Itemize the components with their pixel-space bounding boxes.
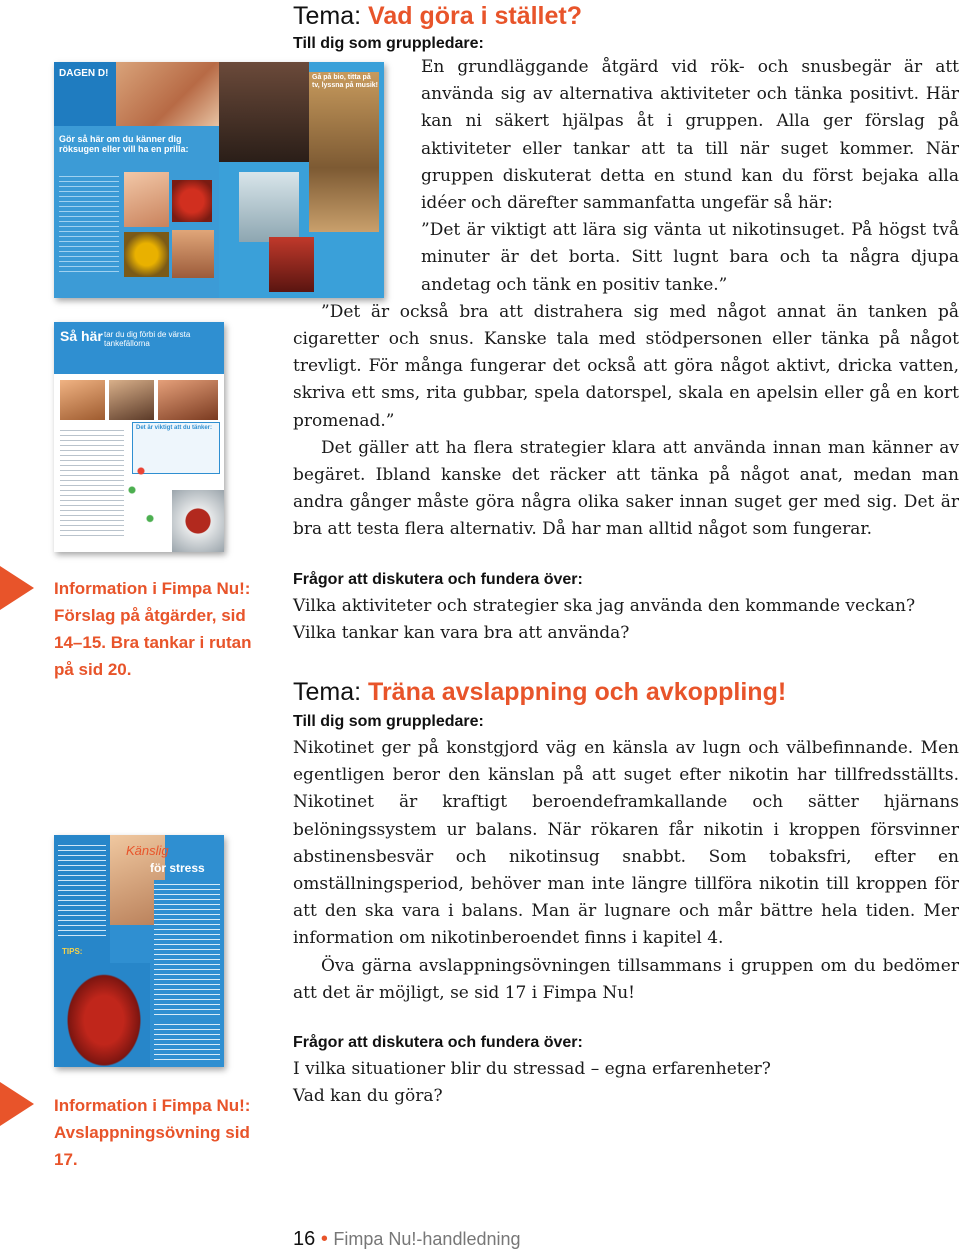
page2-photo-heart (172, 490, 224, 552)
section-avslappning (293, 677, 959, 1110)
spread-photo-smiling (172, 230, 214, 278)
section2-subheading: Till dig som gruppledare: (293, 713, 484, 730)
spread-photo-glass (239, 172, 299, 242)
spread-photo-girl (124, 172, 169, 227)
section1-heading (293, 1, 959, 31)
section2-tema-label: Tema: (293, 678, 362, 706)
section-vad-gora (293, 0, 959, 647)
footer-bullet: • (320, 1228, 328, 1250)
spread-left-title: Gör så här om du känner dig röksugen eller vill ha en prilla: (59, 134, 189, 154)
page3-title-script: Känslig (126, 843, 169, 858)
spread-right-heading: Gå på bio, titta på tv, lyssna på musik! (312, 74, 379, 89)
page3-bottom-text (154, 1020, 220, 1062)
section2-questions-heading: Frågor att diskutera och fundera över: (293, 1034, 583, 1052)
page2-heart-drops (114, 452, 174, 547)
arrow-right-icon (0, 1082, 34, 1126)
brochure-page-thumbnail-tankefallor (54, 322, 224, 552)
section2-heading (293, 677, 959, 707)
section1-paragraph-1: En grundläggande åtgärd vid rök- och snusbegär är att använda sig av alternativa aktiviteter och tänka positivt. Här kan ni säkert hjälpas åt i gruppen. Alla ger förslag på aktiviteter eller tankar att ta till när suget kommer. När gruppen diskuterat detta en stund kan du först bejaka alla idéer och därefter sammanfatta ungefär så här: (421, 57, 959, 214)
spread-photo-apple (172, 180, 212, 222)
section1-subheading: Till dig som gruppledare: (293, 35, 484, 52)
page2-box-title: Det är viktigt att du tänker: (136, 425, 213, 431)
page2-title-bold: Så här (60, 328, 103, 344)
page2-photo-boy (158, 380, 218, 420)
section1-paragraph-4: Det gäller att ha flera strategier klara att använda innan man känner av begäret. Ibland kanske det räcker att tänka på något anat, medan man andra gånger måste göra några olika saker innan suget ger med sig. Det är bra att testa flera alternativ. Då har man alltid något som fungerar. (293, 437, 959, 540)
page3-tips-label: TIPS: (62, 947, 83, 956)
section2-paragraph-1: Nikotinet ger på konstgjord väg en känsla av lugn och välbefinnande. Men egentligen beror den känslan på att suget efter nikotin har tillfredsställts. Nikotinet är kraftigt beroendeframkallande och sätter hjärnans belöningssystem ur balans. När rökaren får nikotin i kroppen försvinner abstinensbesvär och nikotinsug snabbt. Som tobaksfri, efter en omställningsperiod, behöver man inte längre tillföra nikotin till kroppen för att den ska vara i balans. Man är lugnare och mår bättre hela tiden. Mer information om nikotinberoendet finns i kapitel 4. (293, 738, 959, 949)
section1-paragraph-3: ”Det är också bra att distrahera sig med något annat än tanken på cigaretter och snus. Kanske tala med stödpersonen eller tänka på något trevligt. För många fungerar det också att göra något aktivt, dricka vatten, skriva ett sms, rita gubbar, spela datorspel, skala en apelsin eller gå en kort promenad.” (293, 301, 959, 431)
page2-photo-woman (109, 380, 154, 420)
arrow-right-icon (0, 566, 34, 610)
section2-question-2: Vad kan du göra? (293, 1086, 443, 1107)
section1-tema-title: Vad göra i stället? (368, 2, 582, 30)
spread-photo-hands (116, 62, 219, 126)
spread-left-list (59, 172, 119, 272)
spread-photo-sunflower (124, 232, 169, 277)
section1-paragraph-2: ”Det är viktigt att lära sig vänta ut nikotinsuget. På högst två minuter är det borta. Sitt lugnt bara och ta några djupa andetag och tänk en positiv tanke.” (421, 220, 959, 295)
section1-question-1: Vilka aktiviteter och strategier ska jag använda den kommande veckan? (293, 595, 916, 616)
page-footer (293, 1228, 521, 1251)
section1-question-2: Vilka tankar kan vara bra att använda? (293, 622, 630, 643)
section1-questions-heading: Frågor att diskutera och fundera över: (293, 570, 583, 588)
side-note-information-1: Information i Fimpa Nu!: Förslag på åtgärder, sid 14–15. Bra tankar i rutan på sid 20. (54, 579, 252, 679)
spread-left-heading: DAGEN D! (59, 68, 109, 79)
page3-left-text (58, 841, 106, 936)
page2-photo-girl (60, 380, 105, 420)
brochure-page-thumbnail-stress (54, 835, 224, 1067)
page2-title-rest: tar du dig förbi de värsta tankefällorna (104, 330, 191, 348)
publication-name: Fimpa Nu!-handledning (333, 1229, 521, 1249)
page3-title-bold: för stress (150, 861, 205, 875)
section2-paragraph-2: Öva gärna avslappningsövningen tillsammans i gruppen om du bedömer att det är möjligt, se sid 17 i Fimpa Nu! (293, 955, 959, 1003)
side-note-information-2: Information i Fimpa Nu!: Avslappningsövning sid 17. (54, 1096, 251, 1169)
page3-right-text (154, 880, 220, 1015)
section2-tema-title: Träna avslappning och avkoppling! (368, 678, 787, 706)
page-number: 16 (293, 1228, 316, 1250)
section1-tema-label: Tema: (293, 2, 362, 30)
section2-question-1: I vilka situationer blir du stressad – egna erfarenheter? (293, 1059, 771, 1080)
page3-photo-heart (58, 963, 150, 1067)
